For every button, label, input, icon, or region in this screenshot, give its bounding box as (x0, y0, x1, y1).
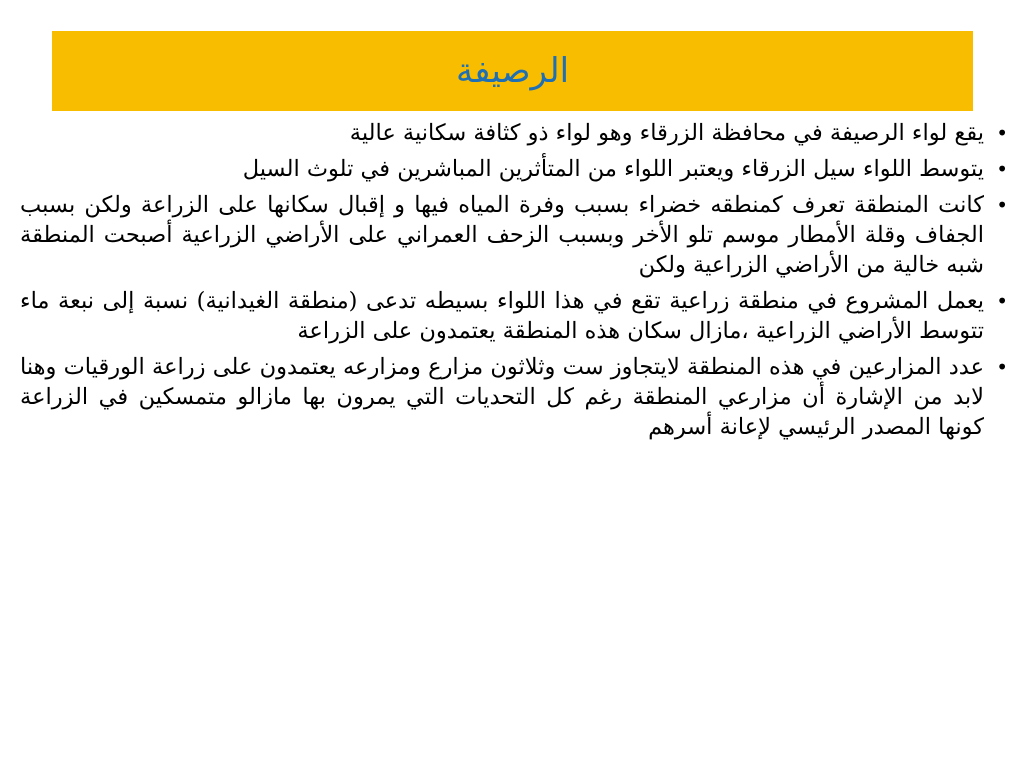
bullet-icon: • (996, 355, 1008, 379)
bullet-text: يقع لواء الرصيفة في محافظة الزرقاء وهو لواء ذو كثافة سكانية عالية (349, 120, 984, 146)
bullet-icon: • (996, 193, 1008, 217)
bullet-text: كانت المنطقة تعرف كمنطقه خضراء بسبب وفرة المياه فيها و إقبال سكانها على الزراعة ولكن بسبب الجفاف وقلة الأمطار موسم تلو الأخر وبسبب الزحف العمراني على الأراضي الزراعية أصبحت المنطقة شبه خالية من الأراضي الزراعية ولكن (20, 192, 984, 278)
title-bar (52, 31, 973, 111)
bullet-item (20, 190, 1014, 280)
bullet-item (20, 154, 1014, 184)
content-area (20, 118, 1014, 448)
bullet-text: يتوسط اللواء سيل الزرقاء ويعتبر اللواء من المتأثرين المباشرين في تلوث السيل (242, 156, 984, 182)
bullet-icon: • (996, 289, 1008, 313)
slide-title: الرصيفة (455, 51, 570, 91)
bullet-list (20, 118, 1014, 442)
bullet-item (20, 118, 1014, 148)
bullet-text: عدد المزارعين في هذه المنطقة لايتجاوز ست وثلاثون مزارع ومزارعه يعتمدون على زراعة الورقيات وهنا لابد من الإشارة أن مزارعي المنطقة رغم كل التحديات التي يمرون بها مازالو متمسكين في الزراعة كونها المصدر الرئيسي لإعانة أسرهم (20, 354, 984, 440)
bullet-item (20, 352, 1014, 442)
bullet-icon: • (996, 157, 1008, 181)
bullet-text: يعمل المشروع في منطقة زراعية تقع في هذا اللواء بسيطه تدعى (منطقة الغيدانية) نسبة إلى نبعة ماء تتوسط الأراضي الزراعية ،مازال سكان هذه المنطقة يعتمدون على الزراعة (20, 288, 984, 344)
bullet-icon: • (996, 121, 1008, 145)
bullet-item (20, 286, 1014, 346)
